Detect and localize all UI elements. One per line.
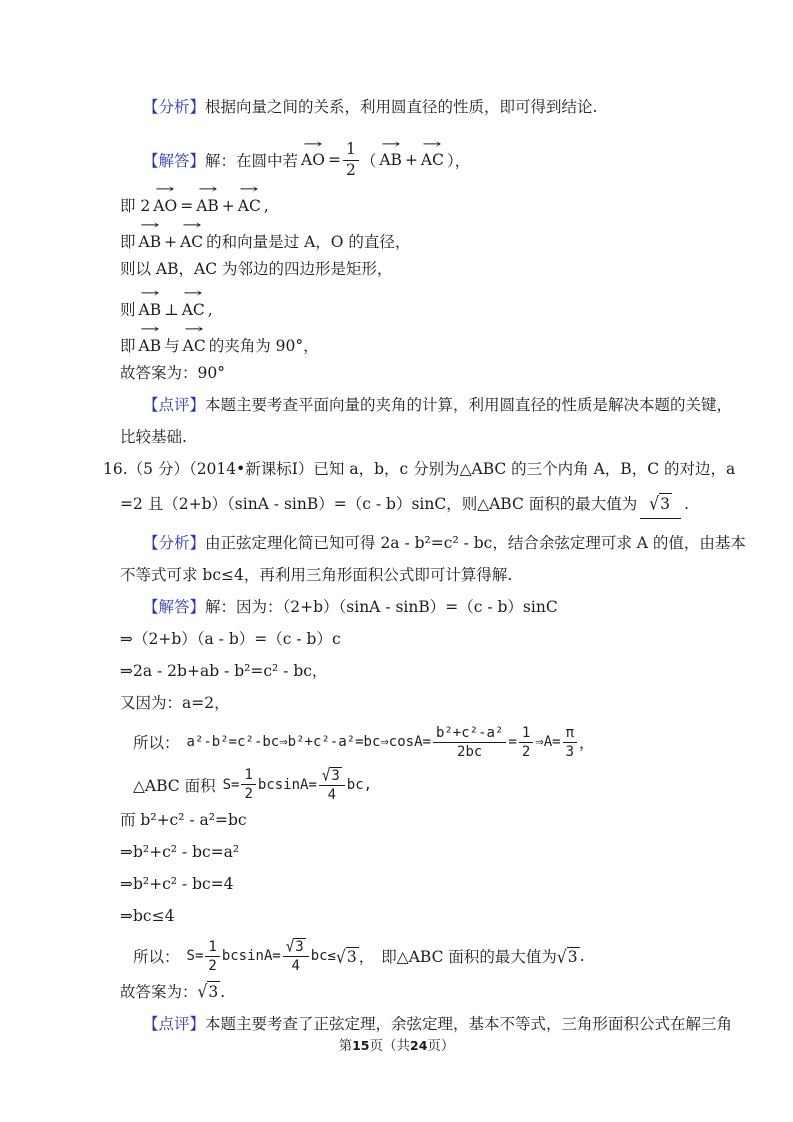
- q16-head-line1: 16.（5 分）（2014•新课标Ⅰ）已知 a，b，c 分别为△ABC 的三个内角 A，B，C 的对边，a: [103, 459, 736, 478]
- comment-label: 【点评】: [143, 395, 206, 414]
- q16-comment-text: 本题主要考查了正弦定理，余弦定理，基本不等式，三角形面积公式在解三角: [205, 1015, 733, 1034]
- vector-arrow-icon: →: [183, 285, 204, 301]
- fraction-numerator: [283, 938, 309, 957]
- q16-final-dot: .: [220, 983, 226, 1002]
- vector-arrow-icon: →: [184, 321, 204, 337]
- q16-answer-line9: ⇒b²+c² - bc=4: [120, 875, 234, 893]
- q15-analysis-line: [143, 97, 703, 118]
- q16-final-pre: 故答案为：: [120, 983, 198, 1002]
- q15-answer-line: [143, 129, 703, 180]
- radical-icon: √: [556, 946, 567, 967]
- q15-l7-pre: 即: [120, 336, 136, 355]
- radicand: 3: [208, 983, 219, 1002]
- q15-l3-pre: 即 2: [120, 196, 151, 215]
- q16-f-end: ，: [579, 734, 595, 753]
- fraction-one-half: [343, 141, 359, 180]
- answer-blank: [640, 491, 681, 519]
- vector-AB: [137, 321, 164, 357]
- fraction-numerator: π: [563, 725, 577, 743]
- radicand: 3: [346, 947, 357, 966]
- q16-area-line: [133, 767, 703, 803]
- q15-line6: [120, 285, 703, 321]
- vector-label: AB: [196, 196, 219, 215]
- q16-answer-line10: ⇒bc≤4: [120, 907, 175, 925]
- vector-label: AC: [181, 300, 205, 319]
- q15-line5: 则以 AB，AC 为邻边的四边形是矩形，: [120, 259, 393, 278]
- q16-analysis-line1: [143, 533, 746, 554]
- footer-part2: 页（共: [369, 1038, 410, 1054]
- q16-c-s: S=: [186, 948, 204, 965]
- q15-l3-end: ,: [263, 196, 269, 215]
- q16-c-mid: bcsinA=: [221, 948, 281, 965]
- fraction-sqrt3-over-4: [319, 767, 345, 803]
- vector-arrow-icon: →: [155, 181, 176, 197]
- vector-AC: [181, 321, 208, 357]
- q15-l6-end: ,: [207, 300, 213, 319]
- q16-head2-end: .: [684, 494, 689, 513]
- sqrt-3: [336, 947, 359, 966]
- vector-AB: [194, 181, 221, 217]
- fraction-one-half: [519, 725, 533, 760]
- footer-part1: 第: [338, 1038, 353, 1054]
- footer-part3: 页）: [427, 1038, 455, 1054]
- vector-AO: [299, 137, 327, 170]
- vector-label: AB: [379, 151, 402, 170]
- q16-ans1-text: 解：因为：（2+b）（sinA - sinB）=（c - b）sinC: [205, 597, 558, 616]
- q16-analysis-text1: 由正弦定理化简已知可得 2a - b²=c² - bc，结合余弦定理可求 A 的值，由基本: [205, 533, 746, 552]
- vector-label: AC: [180, 232, 204, 251]
- fraction-pi-thirds: [563, 725, 577, 760]
- analysis-label: 【分析】: [143, 98, 206, 116]
- q16-f-arrow: ⇒A=: [535, 734, 561, 751]
- q16-answer-line4: 又因为：a=2，: [120, 693, 230, 712]
- q15-l6-pre: 则: [120, 300, 136, 319]
- vector-arrow-icon: →: [422, 137, 443, 153]
- vector-label: AC: [420, 151, 444, 170]
- q16-c-le: bc≤: [310, 948, 336, 965]
- q15-l7-post: 的夹角为 90°，: [208, 336, 319, 355]
- sqrt-3: [322, 767, 342, 784]
- fraction-denominator: 2bc: [457, 743, 483, 760]
- vector-arrow-icon: →: [181, 217, 202, 233]
- q16-analysis-line2: 不等式可求 bc≤4，再利用三角形面积公式即可计算得解.: [120, 565, 513, 584]
- q15-l4-post: 的和向量是过 A，O 的直径，: [206, 232, 411, 251]
- q16-answer-line8: ⇒b²+c² - bc=a²: [120, 843, 240, 861]
- fraction-numerator: 1: [205, 939, 219, 957]
- fraction-numerator: 1: [241, 767, 255, 785]
- q15-line4: [120, 217, 703, 253]
- fraction-denominator: 2: [521, 743, 531, 760]
- vector-arrow-icon: →: [139, 285, 160, 301]
- q15-analysis-text: 根据向量之间的关系，利用圆直径的性质，即可得到结论.: [205, 98, 598, 116]
- vector-AC: [419, 137, 446, 170]
- q16-f-eq: =: [508, 734, 517, 751]
- vector-arrow-icon: →: [197, 181, 218, 197]
- q16-comment-line: [143, 1014, 733, 1035]
- q16-f-pre: 所以：: [133, 734, 180, 753]
- vector-arrow-icon: →: [239, 181, 260, 197]
- radical-icon: √: [321, 766, 331, 786]
- q16-final-line: [120, 981, 703, 1003]
- fraction-numerator: [319, 767, 345, 786]
- vector-AO: [151, 181, 179, 217]
- answer-label: 【解答】: [143, 152, 206, 171]
- footer-total-pages: 24: [410, 1038, 428, 1053]
- fraction-denominator: 2: [208, 957, 217, 974]
- q15-line7: [120, 321, 703, 357]
- q16-answer-line1: [143, 597, 703, 618]
- q16-answer-line7: 而 b²+c² - a²=bc: [120, 811, 247, 829]
- vector-AC: [178, 217, 205, 253]
- q15-line8: 故答案为：90°: [120, 363, 225, 382]
- q15-l3-eq: =: [180, 196, 194, 215]
- q15-l2-eq: =: [327, 151, 341, 170]
- fraction-denominator: 2: [244, 786, 253, 803]
- fraction-denominator: 2: [345, 160, 356, 179]
- answer-label: 【解答】: [143, 597, 206, 616]
- radical-icon: √: [197, 981, 208, 1003]
- page-footer: [0, 1034, 793, 1054]
- q16-c-pre: 所以：: [133, 948, 180, 967]
- q15-l2-close: ），: [446, 152, 471, 171]
- sqrt-3: [198, 981, 221, 1003]
- q16-c-post: 即△ABC 面积的最大值为: [381, 948, 557, 967]
- radicand: 3: [567, 947, 578, 966]
- q15-comment-text: 本题主要考查平面向量的夹角的计算，利用圆直径的性质是解决本题的关键，: [205, 395, 733, 414]
- vector-label: AB: [138, 336, 162, 355]
- q16-area-pre: △ABC 面积: [133, 776, 216, 795]
- q15-l4-plus: +: [164, 232, 178, 251]
- fraction-one-half: [241, 767, 255, 802]
- vector-AB: [377, 137, 404, 170]
- q15-line3: [120, 181, 703, 217]
- vector-AB: [137, 285, 164, 321]
- radical-icon: √: [336, 946, 346, 967]
- sqrt-3: [557, 947, 580, 966]
- q16-answer-line2: ⇒（2+b）（a - b）=（c - b）c: [120, 629, 341, 648]
- vector-arrow-icon: →: [139, 321, 160, 337]
- q16-head-line2: [120, 491, 703, 519]
- q16-area-mid: bcsinA=: [257, 776, 317, 793]
- vector-AC: [236, 181, 263, 217]
- q15-l2-pre: 解：在圆中若: [205, 152, 299, 171]
- vector-label: AO: [301, 151, 325, 170]
- q16-area-end: bc,: [346, 776, 373, 793]
- radicand: 3: [660, 494, 671, 513]
- q15-l4-pre: 即: [120, 232, 136, 251]
- vector-label: AO: [153, 196, 178, 215]
- radical-icon: √: [285, 937, 295, 957]
- q15-l6-perp: ⊥: [164, 300, 179, 319]
- fraction-denominator: 4: [327, 786, 337, 803]
- vector-label: AB: [138, 300, 162, 319]
- vector-arrow-icon: →: [380, 137, 401, 153]
- fraction-numerator: 1: [343, 141, 359, 161]
- q16-conclusion-line: [133, 938, 703, 974]
- vector-arrow-icon: →: [303, 137, 323, 153]
- fraction-cosA: [433, 725, 506, 760]
- q16-c-comma: ，: [358, 948, 375, 967]
- fraction-numerator: 1: [519, 725, 533, 743]
- analysis-label: 【分析】: [143, 533, 206, 552]
- sqrt-3: [286, 938, 306, 955]
- q16-formula-line: [133, 725, 703, 760]
- vector-AC: [180, 285, 207, 321]
- q15-l2-open: （: [360, 152, 377, 171]
- radicand: 3: [331, 767, 340, 784]
- fraction-denominator: 3: [565, 743, 574, 760]
- footer-page-number: 15: [352, 1038, 370, 1053]
- q15-l3-plus: +: [221, 196, 235, 215]
- sqrt-3: [649, 493, 672, 515]
- comment-label: 【点评】: [143, 1015, 206, 1034]
- fraction-sqrt3-over-4: [283, 938, 309, 974]
- fraction-one-half: [205, 939, 219, 974]
- q16-answer-line3: ⇒2a - 2b+ab - b²=c² - bc，: [120, 661, 328, 680]
- radicand: 3: [295, 939, 304, 955]
- vector-label: AB: [138, 232, 162, 251]
- vector-AB: [137, 217, 164, 253]
- fraction-denominator: 4: [291, 958, 300, 975]
- vector-label: AC: [237, 196, 261, 215]
- q15-comment-line: [143, 395, 733, 416]
- vector-label: AC: [182, 336, 206, 355]
- radical-icon: √: [649, 493, 660, 514]
- vector-arrow-icon: →: [139, 217, 160, 233]
- q16-area-s: S=: [222, 776, 240, 793]
- q16-c-dot: .: [579, 947, 585, 966]
- q15-comment-line2: 比较基础.: [120, 427, 187, 446]
- q15-l2-plus: +: [404, 151, 418, 170]
- q16-f-chain: a²-b²=c²-bc⇒b²+c²-a²=bc⇒cosA=: [186, 734, 431, 751]
- fraction-numerator: b²+c²-a²: [433, 725, 506, 743]
- q15-l7-mid: 与: [164, 336, 180, 355]
- q16-head2-pre: =2 且（2+b）（sinA - sinB）=（c - b）sinC，则△ABC 面积的最大值为: [120, 494, 638, 513]
